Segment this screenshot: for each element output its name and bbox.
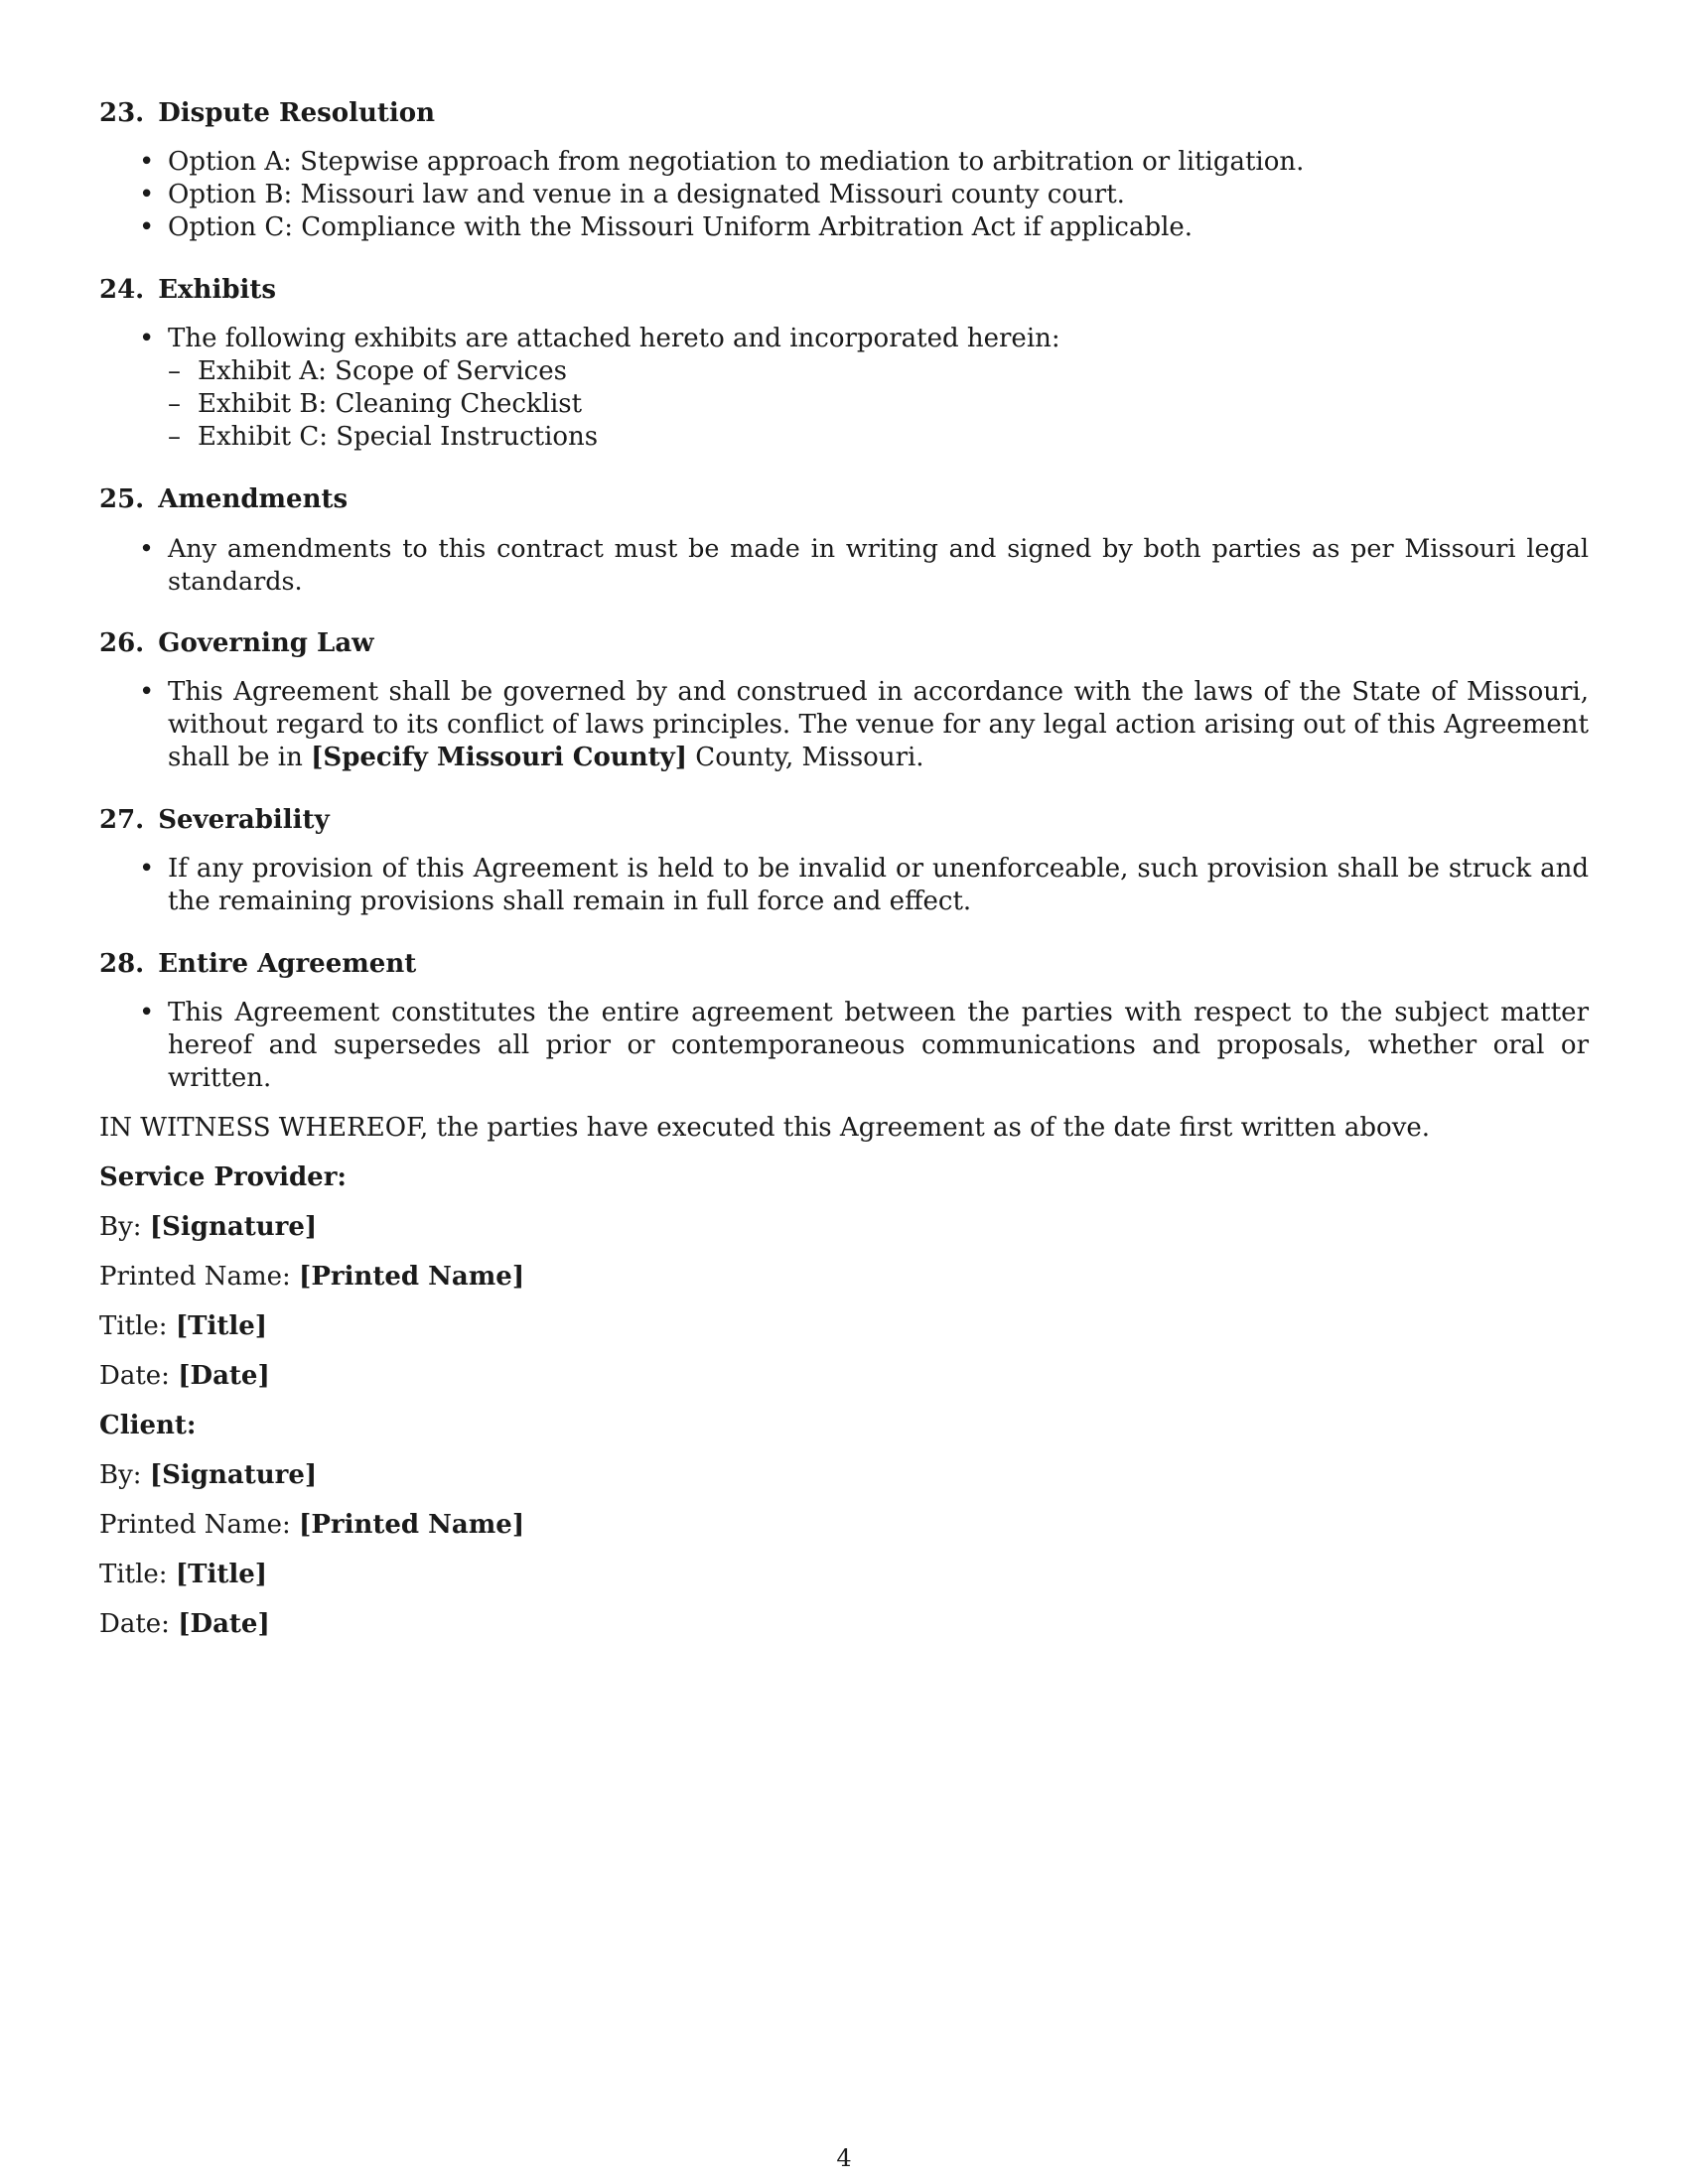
signature-block-client xyxy=(99,1410,1589,1641)
title-line xyxy=(99,1310,1589,1343)
exhibit-list xyxy=(168,355,1589,454)
party-heading: Client: xyxy=(99,1411,197,1440)
signature-block-service-provider xyxy=(99,1161,1589,1393)
list-item: • Option C: Compliance with the Missouri Uniform Arbitration Act if applicable. xyxy=(99,211,1589,244)
bullet-list xyxy=(99,853,1589,918)
list-item xyxy=(99,323,1589,454)
section-title: Governing Law xyxy=(158,628,374,658)
line-label: Date: xyxy=(99,1361,170,1391)
line-label: By: xyxy=(99,1460,142,1490)
governing-law-text: This Agreement shall be governed by and construed in accordance with the laws of the State of Missouri, without regard to its conflict of laws principles. The venue for any legal action arising out of this Agreement shall be in xyxy=(168,677,1589,772)
section-title: Amendments xyxy=(158,484,349,514)
section-exhibits xyxy=(99,274,1589,454)
section-governing-law xyxy=(99,627,1589,774)
line-value: [Signature] xyxy=(149,1212,318,1242)
section-number: 27. xyxy=(99,805,145,835)
section-heading xyxy=(99,804,1589,837)
section-title: Entire Agreement xyxy=(158,949,417,979)
section-amendments xyxy=(99,483,1589,598)
section-heading xyxy=(99,627,1589,660)
signature-line xyxy=(99,1211,1589,1244)
section-heading xyxy=(99,948,1589,981)
list-item: • Option A: Stepwise approach from negotiation to mediation to arbitration or litigation. xyxy=(99,146,1589,179)
line-value: [Date] xyxy=(178,1361,270,1391)
bullet-list xyxy=(99,532,1589,598)
title-line xyxy=(99,1559,1589,1591)
section-number: 24. xyxy=(99,275,145,305)
printed-name-line xyxy=(99,1509,1589,1542)
county-placeholder: [Specify Missouri County] xyxy=(311,743,688,772)
bullet-list xyxy=(99,997,1589,1095)
line-label: Printed Name: xyxy=(99,1262,291,1292)
section-title: Exhibits xyxy=(158,275,277,305)
section-severability xyxy=(99,804,1589,918)
witness-clause: IN WITNESS WHEREOF, the parties have executed this Agreement as of the date first written above. xyxy=(99,1113,1431,1143)
section-entire-agreement xyxy=(99,948,1589,1095)
section-number: 25. xyxy=(99,484,145,514)
section-heading xyxy=(99,483,1589,516)
line-label: Title: xyxy=(99,1560,168,1589)
section-number: 26. xyxy=(99,628,145,658)
bullet-list xyxy=(99,323,1589,454)
exhibit-item: – Exhibit B: Cleaning Checklist xyxy=(168,388,1589,421)
line-value: [Title] xyxy=(175,1560,268,1589)
section-dispute-resolution xyxy=(99,97,1589,244)
bullet-list xyxy=(99,146,1589,244)
list-item: • Any amendments to this contract must be made in writing and signed by both parties as per Missouri legal standards. xyxy=(99,532,1589,598)
section-number: 23. xyxy=(99,98,145,128)
line-value: [Signature] xyxy=(149,1460,318,1490)
line-value: [Printed Name] xyxy=(299,1510,525,1540)
page-number: 4 xyxy=(836,2144,852,2172)
exhibits-intro: The following exhibits are attached hereto and incorporated herein: xyxy=(168,324,1060,353)
section-title: Dispute Resolution xyxy=(158,98,436,128)
line-label: Date: xyxy=(99,1609,170,1639)
signature-line xyxy=(99,1459,1589,1492)
list-item: • This Agreement constitutes the entire agreement between the parties with respect to the subject matter hereof and supersedes all prior or contemporaneous communications and proposals, whether oral or written. xyxy=(99,997,1589,1095)
date-line xyxy=(99,1360,1589,1393)
list-item xyxy=(99,676,1589,774)
date-line xyxy=(99,1608,1589,1641)
line-value: [Printed Name] xyxy=(299,1262,525,1292)
section-heading xyxy=(99,97,1589,130)
line-label: Title: xyxy=(99,1311,168,1341)
section-heading xyxy=(99,274,1589,307)
line-label: By: xyxy=(99,1212,142,1242)
section-number: 28. xyxy=(99,949,145,979)
section-title: Severability xyxy=(158,805,330,835)
exhibit-item: – Exhibit A: Scope of Services xyxy=(168,355,1589,388)
line-value: [Title] xyxy=(175,1311,268,1341)
printed-name-line xyxy=(99,1261,1589,1294)
list-item: • Option B: Missouri law and venue in a designated Missouri county court. xyxy=(99,179,1589,211)
line-value: [Date] xyxy=(178,1609,270,1639)
governing-law-text-end: County, Missouri. xyxy=(687,743,924,772)
party-heading: Service Provider: xyxy=(99,1162,348,1192)
document-page xyxy=(99,97,1589,1658)
bullet-list xyxy=(99,676,1589,774)
list-item: • If any provision of this Agreement is held to be invalid or unenforceable, such provision shall be struck and the remaining provisions shall remain in full force and effect. xyxy=(99,853,1589,918)
exhibit-item: – Exhibit C: Special Instructions xyxy=(168,421,1589,454)
line-label: Printed Name: xyxy=(99,1510,291,1540)
